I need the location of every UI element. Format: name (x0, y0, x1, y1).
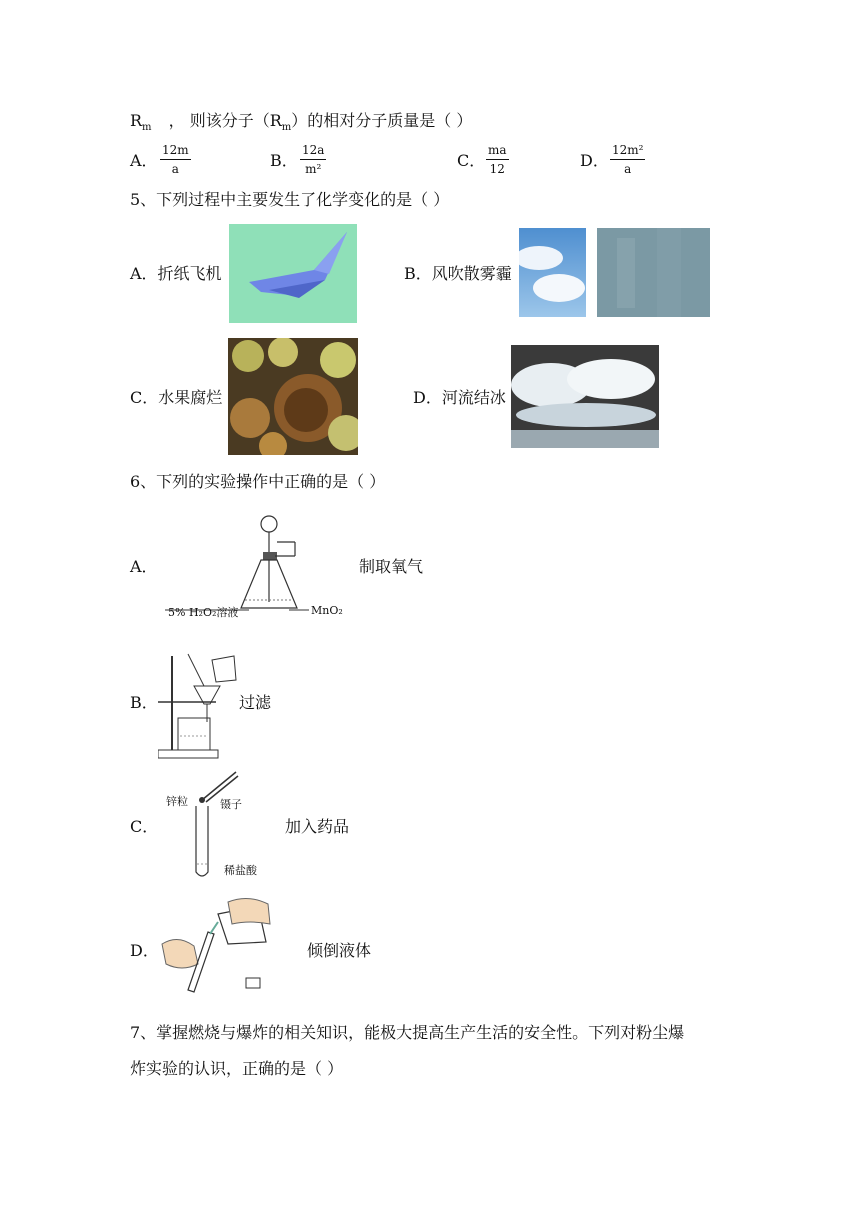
q6-option-c-desc: 加入药品 (285, 817, 350, 836)
q4-option-d-fraction (610, 143, 645, 176)
q6-option-a-desc: 制取氧气 (359, 557, 424, 576)
q4-option-c-fraction (486, 143, 509, 176)
q4-option-a-fraction (160, 143, 191, 176)
fraction-denominator: m² (305, 162, 322, 176)
q5-option-d: D．河流结冰 (413, 388, 506, 407)
fraction-numerator: 12m² (612, 143, 644, 157)
fraction-denominator: a (624, 162, 632, 176)
haze-photo (597, 228, 710, 317)
q5-option-a: A．折纸飞机 (130, 264, 222, 283)
q6-option-d-label: D． (130, 941, 159, 960)
q7-stem-line2: 炸实验的认识，正确的是（ ） (130, 1059, 344, 1078)
paper-plane-photo (229, 224, 357, 323)
q4-text: ， 则该分子（R (168, 111, 282, 130)
q6-stem: 6、下列的实验操作中正确的是（ ） (130, 472, 386, 491)
fraction-denominator: a (171, 162, 179, 176)
q6-option-a-label: A． (130, 557, 158, 576)
fraction-denominator: 12 (489, 162, 505, 176)
q5-option-c: C．水果腐烂 (130, 388, 223, 407)
q7-stem-line1: 7、掌握燃烧与爆炸的相关知识，能极大提高生产生活的安全性。下列对粉尘爆 (130, 1023, 685, 1042)
q4-option-b-fraction (300, 143, 326, 176)
q5-stem: 5、下列过程中主要发生了化学变化的是（ ） (130, 190, 450, 209)
rm-symbol: R (130, 111, 143, 130)
q6-option-d-desc: 倾倒液体 (307, 941, 372, 960)
q4-text-subscript: m (281, 122, 292, 134)
fraction-numerator: ma (488, 143, 507, 157)
mno2-label: MnO₂ (311, 604, 343, 617)
q4-option-a-label: A． (130, 151, 158, 170)
q6-option-b-label: B． (130, 693, 158, 712)
sky-haze-photo (519, 228, 586, 317)
q4-option-c-label: C． (457, 151, 486, 170)
h2o2-solution-label: 5% H₂O₂溶液 (168, 606, 239, 619)
q6-option-b-desc: 过滤 (239, 693, 272, 712)
q5-option-b: B．风吹散雾霾 (404, 264, 512, 283)
q4-stem-tail (130, 110, 472, 139)
rotten-fruit-photo (228, 338, 358, 455)
q6-option-c-label: C． (130, 817, 159, 836)
q4-option-d-label: D． (580, 151, 609, 170)
q4-text-end: ）的相对分子质量是（ ） (291, 111, 473, 130)
pouring-liquid-figure (158, 894, 273, 994)
frozen-river-photo (511, 345, 659, 448)
fraction-numerator: 12m (162, 143, 189, 157)
fraction-numerator: 12a (302, 143, 325, 157)
zinc-granule-label: 锌粒 (166, 795, 188, 808)
tweezers-label: 镊子 (220, 798, 242, 811)
dilute-hcl-label: 稀盐酸 (224, 864, 257, 877)
rm-subscript: m (142, 122, 152, 134)
q4-option-b-label: B． (270, 151, 298, 170)
filtration-figure (158, 652, 240, 760)
